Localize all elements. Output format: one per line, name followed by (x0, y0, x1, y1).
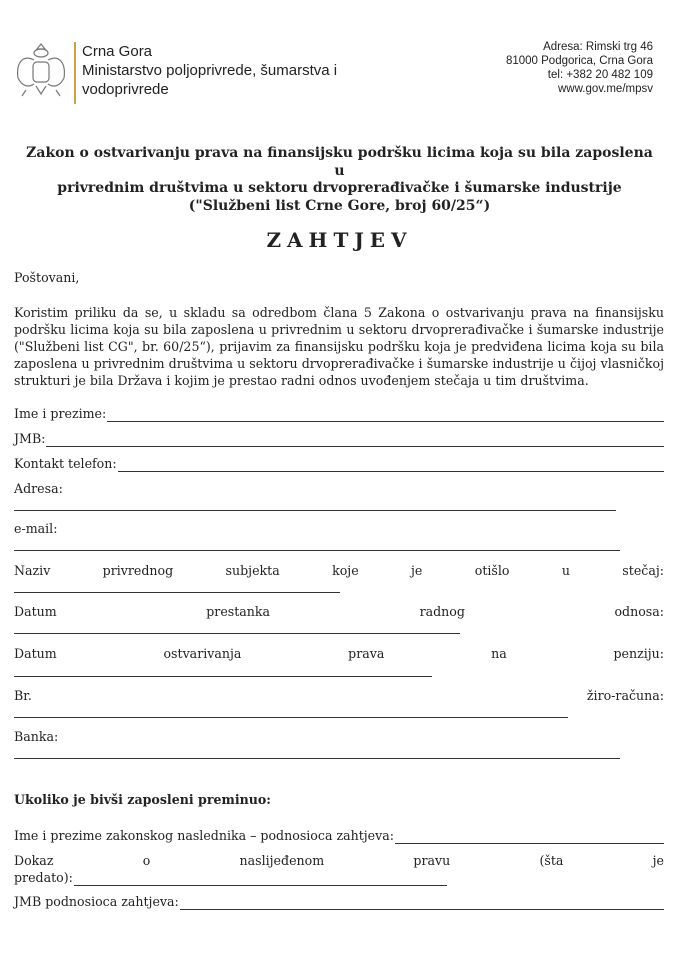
organization-block (82, 42, 337, 99)
email-label: e-mail: (14, 521, 58, 536)
address-line: Adresa: Rimski trg 46 (543, 41, 653, 53)
company-input-line[interactable] (14, 592, 340, 593)
company-label: Naziv privrednog subjekta koje je otišlo u stečaj: (14, 563, 664, 578)
country-name: Crna Gora (82, 43, 153, 60)
jmb-label: JMB: (14, 431, 46, 446)
pension-date-input-line[interactable] (14, 676, 432, 677)
heir-jmb-field[interactable] (14, 893, 664, 910)
name-label: Ime i prezime: (14, 406, 107, 421)
heir-name-input-line[interactable] (395, 831, 664, 844)
title-line: privrednim društvima u sektoru drvoprerađivačke i šumarske industrije (57, 180, 622, 196)
ministry-name-cont: vodoprivrede (82, 81, 169, 98)
phone-line: tel: +382 20 482 109 (547, 69, 653, 81)
proof-field[interactable] (14, 869, 447, 886)
proof-label-cont: predato): (14, 870, 73, 885)
heir-jmb-label: JMB podnosioca zahtjeva: (14, 894, 179, 909)
account-label: Br. žiro-računa: (14, 688, 664, 703)
proof-input-line[interactable] (74, 873, 447, 886)
end-date-label: Datum prestanka radnog odnosa: (14, 604, 664, 619)
document-heading: ZAHTJEV (266, 228, 413, 252)
title-line: Zakon o ostvarivanju prava na finansijsku podršku licima koja su bila zaposlena u (26, 145, 653, 179)
heir-name-label: Ime i prezime zakonskog naslednika – podnosioca zahtjeva: (14, 828, 394, 843)
header-divider (74, 42, 76, 104)
jmb-input-line[interactable] (46, 434, 664, 447)
coat-of-arms-icon (12, 40, 70, 102)
heir-jmb-input-line[interactable] (180, 897, 664, 910)
bank-input-line[interactable] (14, 758, 620, 759)
phone-label: Kontakt telefon: (14, 456, 117, 471)
contact-block (506, 40, 653, 96)
greeting: Poštovani, (14, 270, 80, 285)
website-link[interactable]: www.gov.me/mpsv (557, 83, 653, 95)
phone-input-line[interactable] (118, 459, 664, 472)
bank-label: Banka: (14, 729, 59, 744)
heir-name-field[interactable] (14, 827, 664, 844)
jmb-field[interactable] (14, 430, 664, 447)
email-input-line[interactable] (14, 550, 620, 551)
city-line: 81000 Podgorica, Crna Gora (505, 55, 653, 67)
request-paragraph: Koristim priliku da se, u skladu sa odredbom člana 5 Zakona o ostvarivanju prava na finansijsku podršku licima koja su bila zaposlena u privrednim u sektoru drvoprerađivačke i šumarske industrije ("Službeni list CG", br. 60/25“), prijavim za finansijsku podršku koja je predviđena licima koja su bila zaposlena u privrednim društvima u sektoru drvoprerađivačke i šumarske industrije u čijoj vlasničkoj strukturi je bila Država i kojim je prestao radni odnos uvođenjem stečaja u tim društvima. (14, 305, 664, 388)
name-input-line[interactable] (107, 409, 664, 422)
deceased-heading: Ukoliko je bivši zaposleni preminuo: (14, 792, 271, 807)
account-input-line[interactable] (14, 717, 568, 718)
name-field[interactable] (14, 405, 664, 422)
address-input-line[interactable] (14, 510, 616, 511)
proof-label: Dokaz o naslijeđenom pravu (šta je (14, 853, 664, 868)
ministry-name: Ministarstvo poljoprivrede, šumarstva i (82, 62, 338, 79)
title-line: ("Službeni list Crne Gore, broj 60/25“) (188, 197, 491, 214)
pension-date-label: Datum ostvarivanja prava na penziju: (14, 646, 664, 661)
end-date-input-line[interactable] (14, 633, 460, 634)
law-title (20, 145, 659, 215)
address-label: Adresa: (14, 481, 63, 496)
phone-field[interactable] (14, 455, 664, 472)
